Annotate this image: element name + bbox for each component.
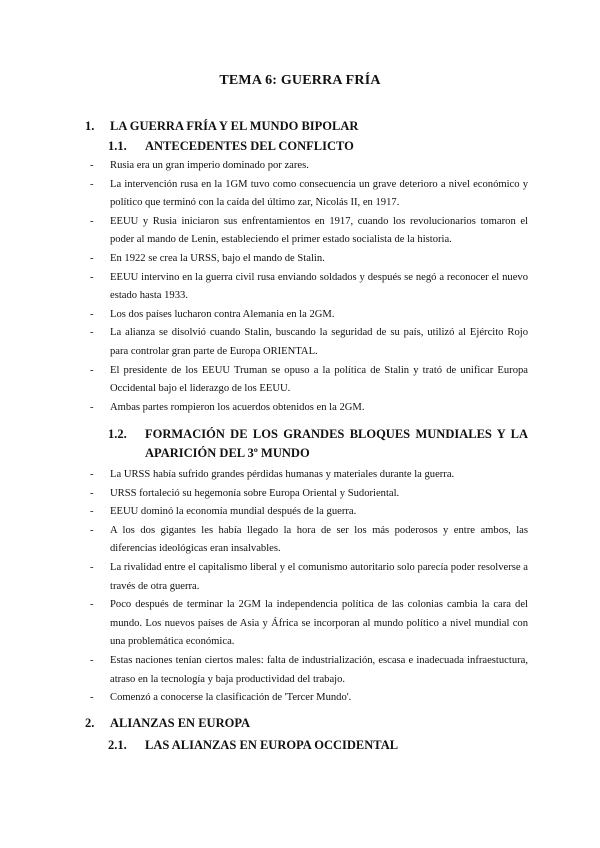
bullet-dash: - — [90, 271, 94, 283]
bullet-dash: - — [90, 178, 94, 190]
list-item — [0, 522, 528, 559]
list-item-text: EEUU y Rusia iniciaron sus enfrentamientos en 1917, cuando los revolucionarios tomaron el poder al mando de Lenin, estableciendo el primer estado socialista de la historia. — [110, 215, 528, 246]
list-item — [0, 362, 528, 399]
list-item — [0, 399, 528, 418]
page-title: TEMA 6: GUERRA FRÍA — [219, 73, 381, 88]
list-item-text: La intervención rusa en la 1GM tuvo como consecuencia un grave deterioro a nivel económico y político que terminó con la caída del último zar, Nicolás II, en 1917. — [110, 178, 528, 209]
bullet-dash: - — [90, 327, 94, 339]
bullet-list-1-1 — [0, 157, 600, 417]
list-item-text: La rivalidad entre el capitalismo liberal y el comunismo autoritario solo parecía poder resolverse a través de otra guerra. — [110, 561, 528, 592]
bullet-dash: - — [90, 599, 94, 611]
subsection-number: 1.1. — [108, 139, 127, 153]
bullet-list-1-2 — [0, 466, 600, 708]
list-item — [0, 596, 528, 652]
section-number: 2. — [85, 716, 95, 730]
bullet-dash: - — [90, 561, 94, 573]
list-item — [0, 485, 528, 504]
bullet-dash: - — [90, 364, 94, 376]
list-item — [0, 324, 528, 361]
list-item-text: Rusia era un gran imperio dominado por zares. — [110, 160, 309, 171]
bullet-dash: - — [90, 469, 94, 480]
list-item-text: URSS fortaleció su hegemonía sobre Europa Oriental y Sudoriental. — [110, 487, 400, 499]
list-item — [0, 503, 528, 522]
bullet-dash: - — [90, 215, 94, 227]
list-item — [0, 559, 528, 596]
bullet-dash: - — [90, 308, 94, 320]
subsection-number: 2.1. — [108, 738, 127, 752]
list-item — [0, 157, 528, 176]
list-item — [0, 689, 528, 708]
list-item — [0, 269, 528, 306]
subsection-number: 1.2. — [108, 427, 127, 441]
subsection-1-1-heading — [108, 137, 528, 156]
bullet-dash: - — [90, 401, 94, 413]
list-item-text: Poco después de terminar la 2GM la independencia política de las colonias cambia la cara del mundo. Los nuevos países de Asia y África se incorporan al mundo político a nivel mundial con una problemática económica. — [110, 599, 528, 648]
list-item — [0, 250, 528, 269]
section-title: LA GUERRA FRÍA Y EL MUNDO BIPOLAR — [110, 119, 359, 133]
section-number: 1. — [85, 119, 95, 133]
list-item-text: EEUU dominó la economía mundial después de la guerra. — [110, 506, 357, 518]
list-item-text: La alianza se disolvió cuando Stalin, buscando la seguridad de su país, utilizó al Ejército Rojo para controlar gran parte de Europa ORIENTAL. — [110, 327, 528, 357]
subsection-title: FORMACIÓN DE LOS GRANDES BLOQUES MUNDIALES Y LA APARICIÓN DEL 3º MUNDO — [145, 427, 528, 460]
subsection-title: LAS ALIANZAS EN EUROPA OCCIDENTAL — [145, 738, 399, 752]
list-item — [0, 176, 528, 213]
bullet-dash: - — [90, 524, 94, 536]
bullet-dash: - — [90, 692, 94, 704]
list-item — [0, 306, 528, 325]
list-item — [0, 466, 528, 485]
bullet-dash: - — [90, 160, 94, 171]
list-item-text: EEUU intervino en la guerra civil rusa enviando soldados y después se negó a reconocer el nuevo estado hasta 1933. — [110, 271, 528, 302]
section-title: ALIANZAS EN EUROPA — [110, 716, 251, 730]
subsection-title: ANTECEDENTES DEL CONFLICTO — [145, 139, 354, 153]
section-2-heading — [85, 716, 250, 731]
bullet-dash: - — [90, 654, 94, 666]
list-item-text: En 1922 se crea la URSS, bajo el mando de Stalin. — [110, 252, 325, 264]
list-item-text: Ambas partes rompieron los acuerdos obtenidos en la 2GM. — [110, 401, 365, 413]
bullet-dash: - — [90, 252, 94, 264]
subsection-2-1-heading — [108, 736, 528, 755]
list-item — [0, 213, 528, 250]
list-item-text: El presidente de los EEUU Truman se opuso a la política de Stalin y trató de unificar Europa Occidental bajo el liderazgo de los EEUU. — [110, 364, 528, 395]
list-item — [0, 652, 528, 689]
list-item-text: Comenzó a conocerse la clasificación de 'Tercer Mundo'. — [110, 692, 352, 704]
subsection-1-2-heading — [108, 425, 528, 463]
list-item-text: Estas naciones tenían ciertos males: falta de industrialización, escasa e inadecuada infraestuctura, atraso en la tecnología y baja productividad del trabajo. — [110, 654, 528, 685]
list-item-text: A los dos gigantes les había llegado la hora de ser los más poderosos y entre ambos, las diferencias ideológicas eran insalvables. — [110, 524, 528, 555]
list-item-text: La URSS había sufrido grandes pérdidas humanas y materiales durante la guerra. — [110, 469, 455, 480]
section-1-heading — [85, 119, 358, 134]
list-item-text: Los dos países lucharon contra Alemania en la 2GM. — [110, 308, 335, 320]
bullet-dash: - — [90, 487, 94, 499]
bullet-dash: - — [90, 506, 94, 518]
